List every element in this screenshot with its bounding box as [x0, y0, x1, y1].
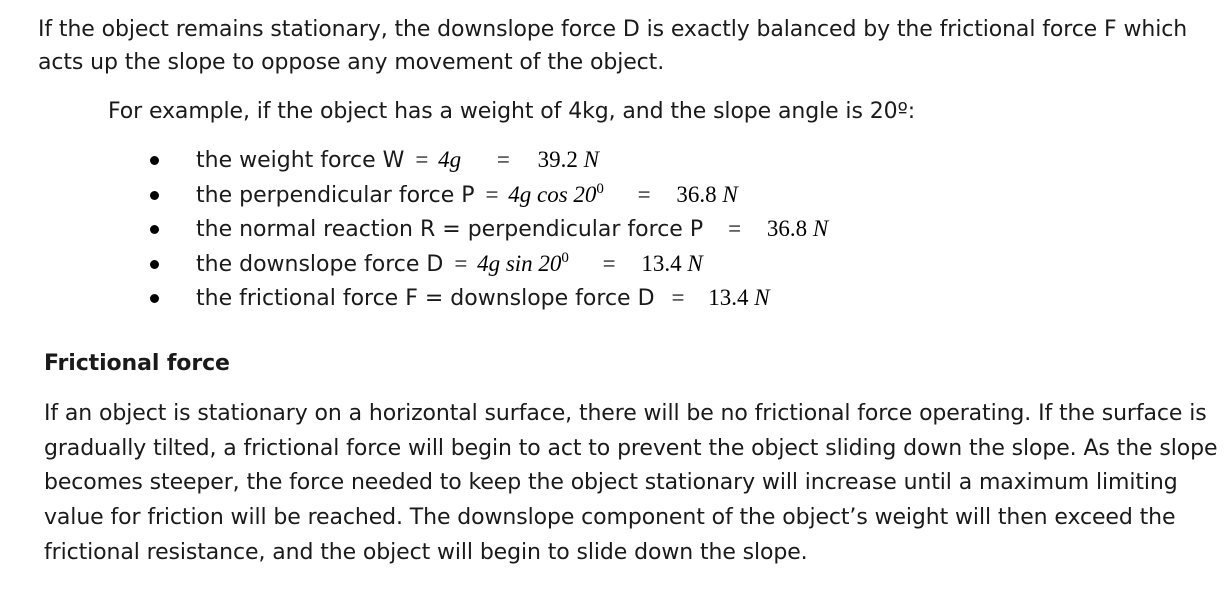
bullet-icon [150, 156, 159, 165]
bullet-icon [150, 225, 159, 234]
bullet-label: the perpendicular force P [196, 182, 475, 208]
result-value: 36.8 [676, 181, 717, 207]
bullet-icon [150, 191, 159, 200]
unit: N [754, 285, 770, 311]
example-line: For example, if the object has a weight of 4kg, and the slope angle is 20º: [108, 99, 916, 124]
bullet-label: the weight force W [196, 148, 405, 173]
math-expression: 4g [438, 147, 462, 172]
bullet-label: the frictional force F = downslope force D [196, 286, 655, 312]
unit: N [722, 181, 738, 207]
equals-sign: = [496, 147, 510, 172]
bullet-icon [150, 260, 159, 269]
exponent: 0 [596, 180, 604, 197]
equals-sign: = [671, 285, 685, 311]
equals-sign: = [637, 181, 651, 207]
unit: N [687, 250, 703, 276]
bullet-label: the downslope force D [196, 251, 444, 277]
equals-sign: = [602, 250, 616, 276]
math-expression: 4g cos 20 [508, 181, 597, 207]
result-value: 39.2 [537, 147, 578, 172]
unit: N [812, 216, 829, 242]
section-heading: Frictional force [44, 351, 230, 376]
result-value: 36.8 [766, 216, 808, 242]
bullet-icon [150, 294, 159, 303]
bullet-label: the normal reaction R = perpendicular force P [196, 217, 704, 243]
result-value: 13.4 [641, 250, 682, 276]
result-value: 13.4 [708, 285, 749, 311]
math-expression: 4g sin 20 [477, 250, 562, 276]
unit: N [583, 147, 599, 172]
intro-paragraph: If the object remains stationary, the downslope force D is exactly balanced by the frictional force F which acts up the slope to oppose any movement of the object. [38, 17, 1188, 75]
body-paragraph: If an object is stationary on a horizontal surface, there will be no frictional force operating. If the surface is gradually tilted, a frictional force will begin to act to prevent the object sliding down the slope. As the slope becomes steeper, the force needed to keep the object stationary will increase until a maximum limiting value for friction will be reached. The downslope component of the object’s weight will then exceed the frictional resistance, and the object will begin to slide down the slope. [44, 401, 1218, 565]
equals-sign: = [728, 216, 742, 242]
exponent: 0 [561, 249, 569, 266]
equals-sign: = [454, 250, 468, 276]
equals-sign: = [485, 181, 499, 207]
equals-sign: = [415, 147, 429, 172]
